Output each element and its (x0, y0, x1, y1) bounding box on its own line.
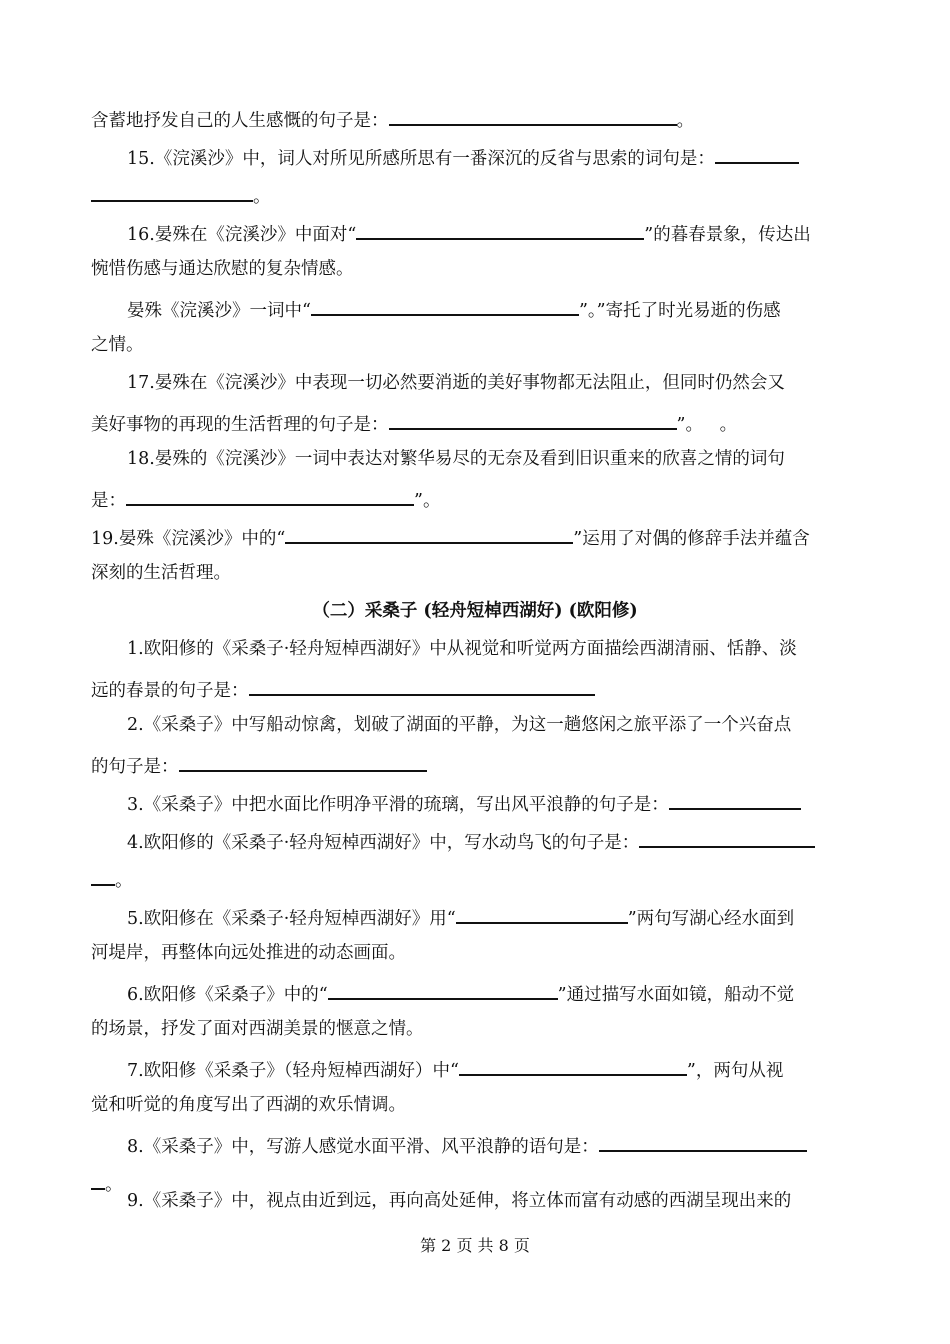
question-text: 9.《采桑子》中，视点由近到远，再向高处延伸，将立体而富有动感的西湖呈现出来的 (127, 1191, 792, 1211)
question-15 (127, 144, 861, 170)
answer-blank[interactable] (669, 790, 801, 810)
question-c4 (127, 828, 861, 854)
question-text: 1.欧阳修的《采桑子·轻舟短棹西湖好》中从视觉和听觉两方面描绘西湖清丽、恬静、淡 (127, 639, 797, 659)
answer-blank[interactable] (311, 296, 579, 316)
question-15-cont (91, 182, 861, 208)
answer-blank[interactable] (285, 524, 573, 544)
question-c1 (127, 638, 861, 660)
question-c6-cont (91, 1018, 861, 1040)
section-heading: （二）采桑子 (轻舟短棹西湖好) (欧阳修) (312, 601, 638, 621)
text: 惋惜伤感与通达欣慰的复杂情感。 (91, 259, 354, 279)
question-17-cont (91, 410, 861, 436)
answer-blank[interactable] (91, 182, 253, 202)
question-text: 4.欧阳修的《采桑子·轻舟短棹西湖好》中，写水动鸟飞的句子是： (127, 833, 640, 853)
answer-blank[interactable] (459, 1056, 687, 1076)
question-16-cont (91, 258, 861, 280)
question-c8 (127, 1132, 861, 1158)
text: ”，两句从视 (686, 1061, 784, 1081)
text: 。 (115, 871, 133, 891)
answer-blank[interactable] (179, 752, 427, 772)
text: 的场景，抒发了面对西湖美景的惬意之情。 (91, 1019, 424, 1039)
text: 是： (91, 491, 126, 511)
question-c3 (127, 790, 861, 816)
answer-blank[interactable] (639, 828, 815, 848)
question-text: 16.晏殊在《浣溪沙》中面对“ (127, 225, 357, 245)
question-c5-cont (91, 942, 861, 964)
question-text: 晏殊《浣溪沙》一词中“ (127, 301, 311, 321)
question-c1-cont (91, 676, 861, 702)
question-text: 19.晏殊《浣溪沙》中的“ (91, 529, 286, 549)
text: ”。”寄托了时光易逝的伤感 (578, 301, 781, 321)
question-text: 17.晏殊在《浣溪沙》中表现一切必然要消逝的美好事物都无法阻止，但同时仍然会又 (127, 373, 785, 393)
text: 深刻的生活哲理。 (91, 563, 231, 583)
answer-blank[interactable] (356, 220, 644, 240)
question-17 (127, 372, 861, 394)
answer-blank[interactable] (599, 1132, 807, 1152)
question-text: 6.欧阳修《采桑子》中的“ (127, 985, 328, 1005)
text: 觉和听觉的角度写出了西湖的欢乐情调。 (91, 1095, 406, 1115)
text: ”的暮春景象，传达出 (644, 225, 811, 245)
text: ”两句写湖心经水面到 (627, 909, 795, 929)
answer-blank[interactable] (126, 486, 414, 506)
text: 远的春景的句子是： (91, 681, 249, 701)
question-c7 (127, 1056, 861, 1082)
answer-blank[interactable] (91, 866, 115, 886)
question-text: 5.欧阳修在《采桑子·轻舟短棹西湖好》用“ (127, 909, 456, 929)
question-18 (127, 448, 861, 470)
question-16-b-cont (91, 334, 861, 356)
answer-blank[interactable] (456, 904, 628, 924)
text: ”。 。 (676, 415, 738, 435)
answer-blank[interactable] (715, 144, 799, 164)
question-text: 2.《采桑子》中写船动惊禽，划破了湖面的平静，为这一趟悠闲之旅平添了一个兴奋点 (127, 715, 792, 735)
text: 的句子是： (91, 757, 179, 777)
text: ”运用了对偶的修辞手法并蕴含 (573, 529, 810, 549)
question-c9 (127, 1190, 861, 1212)
question-19 (91, 524, 861, 550)
answer-blank[interactable] (389, 410, 677, 430)
question-text: 8.《采桑子》中，写游人感觉水面平滑、风平浪静的语句是： (127, 1137, 599, 1157)
text: ”通过描写水面如镜，船动不觉 (557, 985, 795, 1005)
answer-blank[interactable] (249, 676, 595, 696)
question-c4-cont (91, 866, 861, 892)
question-c6 (127, 980, 861, 1006)
text: 河堤岸，再整体向远处推进的动态画面。 (91, 943, 406, 963)
text: 。 (105, 1175, 123, 1195)
question-c2 (127, 714, 861, 736)
text: 之情。 (91, 335, 144, 355)
text: 。 (253, 187, 271, 207)
text: 含蓄地抒发自己的人生感慨的句子是： (91, 111, 389, 131)
question-19-cont (91, 562, 861, 584)
question-18-cont (91, 486, 861, 512)
question-c5 (127, 904, 861, 930)
question-c7-cont (91, 1094, 861, 1116)
answer-blank[interactable] (328, 980, 558, 1000)
text: 。 (676, 111, 694, 131)
answer-blank[interactable] (91, 1170, 105, 1190)
page-footer: 第 2 页 共 8 页 (420, 1236, 530, 1255)
question-text: 7.欧阳修《采桑子》（轻舟短棹西湖好）中“ (127, 1061, 459, 1081)
line-continuation (91, 106, 861, 132)
question-text: 3.《采桑子》中把水面比作明净平滑的琉璃，写出风平浪静的句子是： (127, 795, 669, 815)
question-c2-cont (91, 752, 861, 778)
question-text: 15.《浣溪沙》中，词人对所见所感所思有一番深沉的反省与思索的词句是： (127, 149, 715, 169)
text: ”。 (414, 491, 441, 511)
text: 美好事物的再现的生活哲理的句子是： (91, 415, 389, 435)
question-text: 18.晏殊的《浣溪沙》一词中表达对繁华易尽的无奈及看到旧识重来的欣喜之情的词句 (127, 449, 785, 469)
question-16 (127, 220, 861, 246)
answer-blank[interactable] (389, 106, 677, 126)
question-16-b (127, 296, 861, 322)
